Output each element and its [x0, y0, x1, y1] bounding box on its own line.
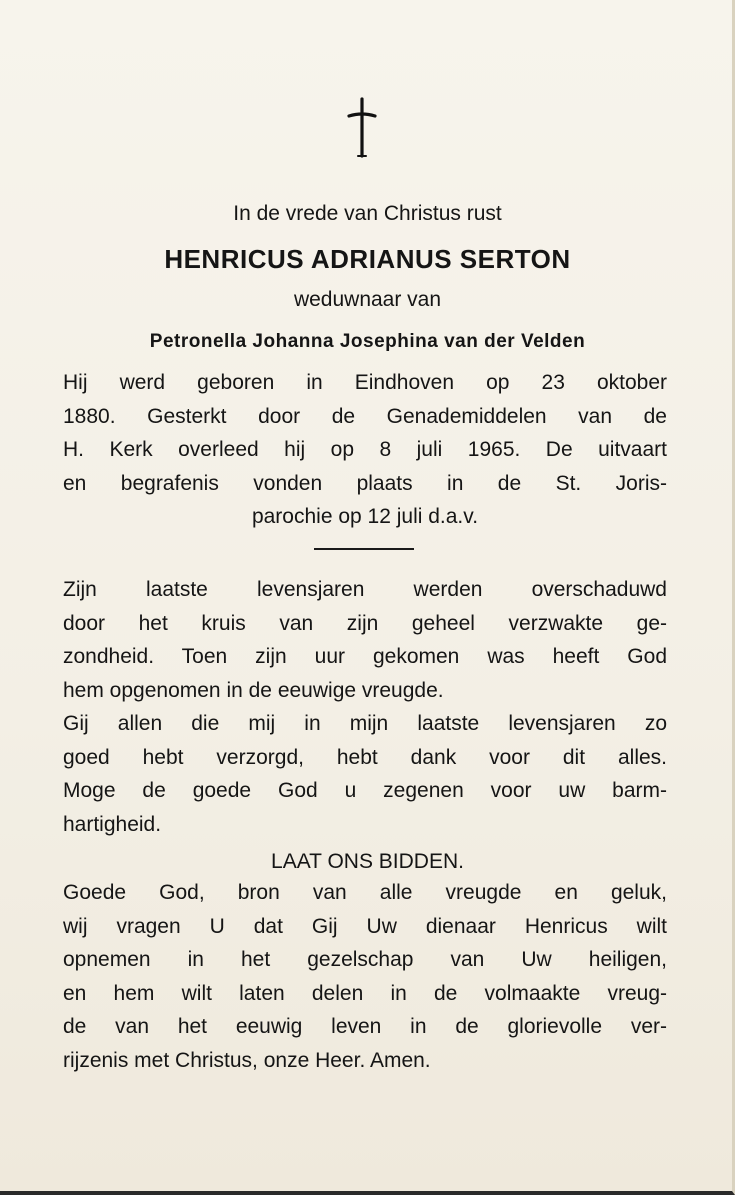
- text-line: Moge de goede God u zegenen voor uw barm-: [63, 779, 667, 803]
- text-line: de van het eeuwig leven in de glorievolle ver-: [63, 1015, 667, 1039]
- thanks-paragraph: [63, 707, 667, 841]
- text-line: goed hebt verzorgd, hebt dank voor dit alles.: [63, 745, 667, 769]
- text-line: 1880. Gesterkt door de Genademiddelen van de: [63, 404, 667, 428]
- text-line: rijzenis met Christus, onze Heer. Amen.: [63, 1048, 431, 1072]
- prayer-heading: LAAT ONS BIDDEN.: [271, 850, 464, 873]
- reflection-paragraph: [63, 573, 667, 707]
- spouse-name: Petronella Johanna Josephina van der Velden: [149, 331, 586, 352]
- text-line: H. Kerk overleed hij op 8 juli 1965. De uitvaart: [63, 438, 667, 462]
- text-line: parochie op 12 juli d.a.v.: [251, 505, 479, 529]
- divider: [314, 548, 414, 550]
- biography-paragraph: [63, 366, 667, 534]
- text-line: Hij werd geboren in Eindhoven op 23 oktober: [63, 371, 667, 394]
- latin-cross-icon: [340, 96, 384, 160]
- relation-line: weduwnaar van: [293, 288, 442, 311]
- text-line: wij vragen U dat Gij Uw dienaar Henricus wilt: [63, 914, 667, 938]
- text-line: door het kruis van zijn geheel verzwakte ge-: [63, 611, 667, 635]
- text-line: hartigheid.: [63, 812, 162, 836]
- text-line: en begrafenis vonden plaats in de St. Joris-: [63, 471, 667, 495]
- text-line: opnemen in het gezelschap van Uw heiligen,: [63, 948, 667, 972]
- text-line: Goede God, bron van alle vreugde en geluk,: [63, 881, 667, 904]
- text-line: zondheid. Toen zijn uur gekomen was heeft God: [63, 645, 667, 669]
- text-line: Zijn laatste levensjaren werden overschaduwd: [63, 578, 667, 601]
- opening-line: In de vrede van Christus rust: [233, 202, 502, 225]
- prayer-paragraph: [63, 876, 667, 1078]
- text-line: hem opgenomen in de eeuwige vreugde.: [63, 678, 444, 702]
- deceased-name: HENRICUS ADRIANUS SERTON: [164, 244, 571, 274]
- text-line: en hem wilt laten delen in de volmaakte vreug-: [63, 981, 667, 1005]
- text-line: Gij allen die mij in mijn laatste levensjaren zo: [63, 712, 667, 735]
